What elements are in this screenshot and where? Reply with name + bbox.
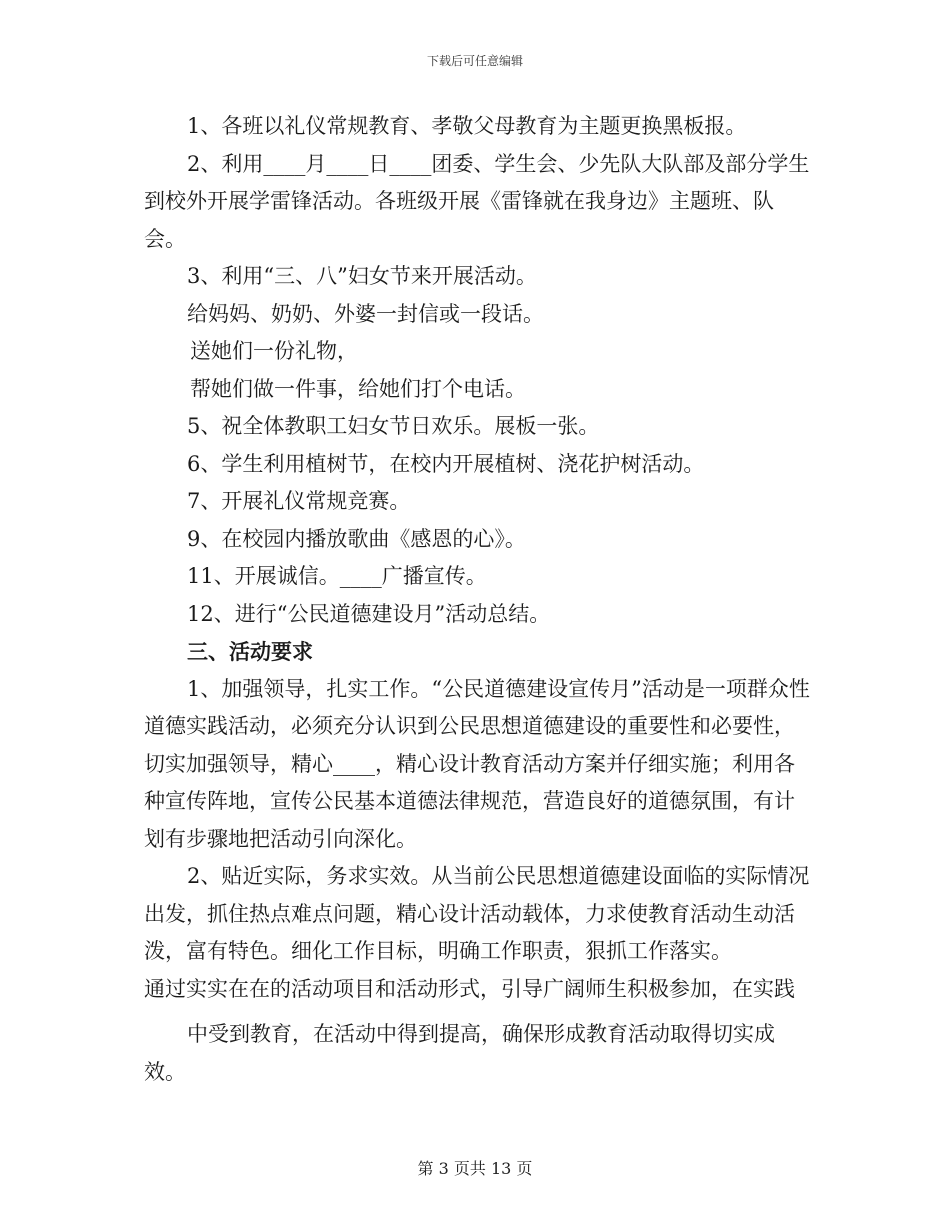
- requirement-2: 2、贴近实际，务求实效。从当前公民思想道德建设面临的实际情况出发，抓住热点难点问题，精心设计活动载体，力求使教育活动生动活泼，富有特色。细化工作目标，明确工作职责，狠抓工作落实。: [144, 864, 810, 963]
- paragraph-item-1: 1、各班以礼仪常规教育、孝敬父母教育为主题更换黑板报。: [187, 114, 747, 138]
- paragraph-item-12: 12、进行“公民道德建设月”活动总结。: [187, 601, 551, 626]
- paragraph-help: 帮她们做一件事，给她们打个电话。: [190, 376, 526, 401]
- page-header: 下载后可任意编辑: [426, 54, 523, 68]
- paragraph-item-11: 11、开展诚信。____广播宣传。: [187, 564, 487, 588]
- requirement-2-continued: 通过实实在在的活动项目和活动形式，引导广阔师生积极参加，在实践: [144, 976, 795, 1001]
- paragraph-item-9: 9、在校园内播放歌曲《感恩的心》。: [187, 526, 526, 551]
- paragraph-item-2: 2、利用____月____日____团委、学生会、少先队大队部及部分学生到校外开展学雷锋活动。各班级开展《雷锋就在我身边》主题班、队会。: [144, 151, 810, 251]
- requirement-2-ending: 中受到教育，在活动中得到提高，确保形成教育活动取得切实成效。: [144, 1022, 775, 1084]
- paragraph-item-7: 7、开展礼仪常规竞赛。: [187, 489, 411, 513]
- paragraph-item-3: 3、利用“三、八”妇女节来开展活动。: [187, 264, 537, 288]
- paragraph-item-5: 5、祝全体教职工妇女节日欢乐。展板一张。: [187, 414, 600, 438]
- paragraph-gift: 送她们一份礼物，: [190, 339, 358, 363]
- requirement-1: 1、加强领导，扎实工作。“公民道德建设宣传月”活动是一项群众性道德实践活动，必须充分认识到公民思想道德建设的重要性和必要性，切实加强领导，精心____，精心设计教育活动方案并仔细实施；利用各种宣传阵地，宣传公民基本道德法律规范，营造良好的道德氛围，有计划有步骤地把活动引向深化。: [144, 676, 810, 851]
- document-body: [144, 108, 814, 1091]
- section-heading: 三、活动要求: [187, 639, 313, 664]
- page-footer: 第 3 页共 13 页: [417, 1159, 533, 1178]
- paragraph-letter: 给妈妈、奶奶、外婆一封信或一段话。: [187, 301, 544, 326]
- paragraph-item-6: 6、学生利用植树节，在校内开展植树、浇花护树活动。: [187, 451, 705, 476]
